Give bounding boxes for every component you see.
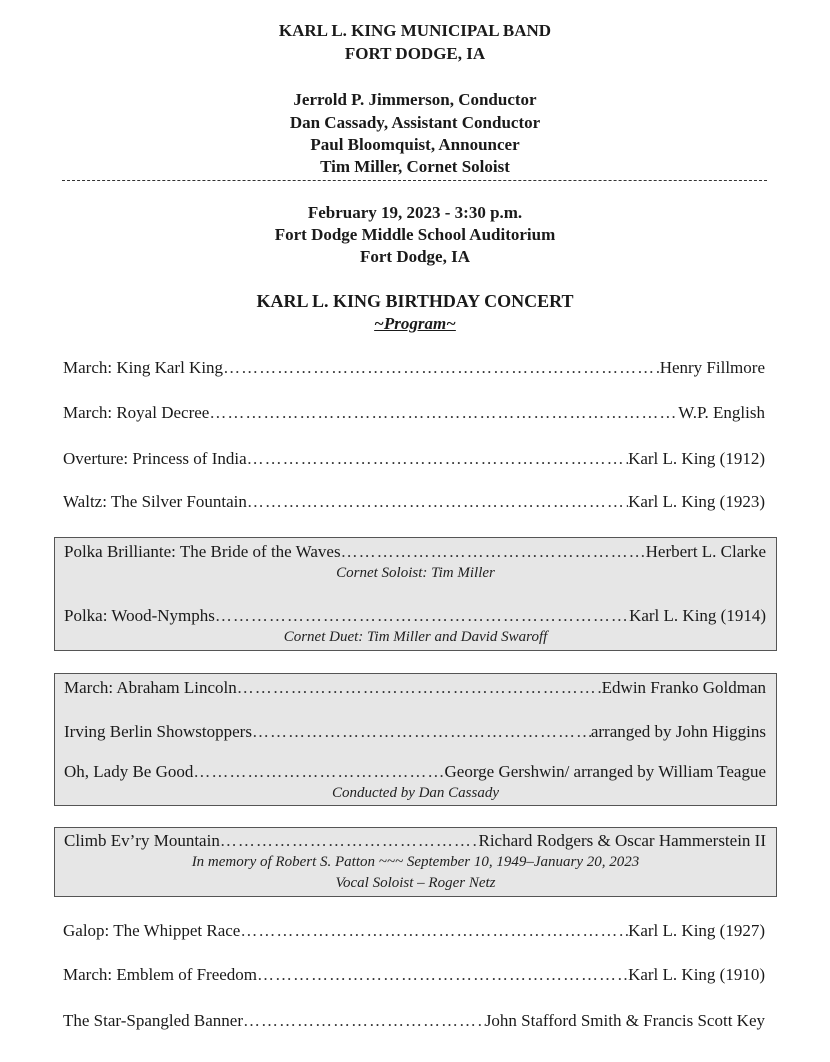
program-box-memorial xyxy=(54,827,777,897)
program-entry xyxy=(63,356,765,380)
program-entry xyxy=(63,401,765,425)
composer: Karl L. King (1910) xyxy=(628,965,765,984)
assistant-conductor-line: Dan Cassady, Assistant Conductor xyxy=(289,113,541,132)
event-venue: Fort Dodge Middle School Auditorium xyxy=(274,225,556,244)
soloist-note: Vocal Soloist – Roger Netz xyxy=(335,875,496,891)
composer: John Stafford Smith & Francis Scott Key xyxy=(484,1011,765,1030)
performer-note: Cornet Soloist: Tim Miller xyxy=(336,565,495,581)
memorial-note: In memory of Robert S. Patton ~~~ September 10, 1949–January 20, 2023 xyxy=(191,854,640,870)
event-date: February 19, 2023 - 3:30 p.m. xyxy=(307,203,523,222)
concert-title: KARL L. KING BIRTHDAY CONCERT xyxy=(256,291,574,311)
leader-dots xyxy=(220,829,479,853)
band-name: KARL L. KING MUNICIPAL BAND xyxy=(278,21,552,40)
leader-dots xyxy=(237,676,602,700)
event-city: Fort Dodge, IA xyxy=(359,247,470,266)
leader-dots xyxy=(243,1009,485,1033)
piece-title: Climb Ev’ry Mountain xyxy=(64,831,220,850)
program-entry xyxy=(63,490,765,514)
program-entry xyxy=(64,604,766,628)
leader-dots xyxy=(193,760,444,784)
announcer-line: Paul Bloomquist, Announcer xyxy=(310,135,520,154)
leader-dots xyxy=(257,963,628,987)
performer-note: Cornet Duet: Tim Miller and David Swaroff xyxy=(283,629,548,645)
leader-dots xyxy=(341,540,646,564)
composer: Karl L. King (1923) xyxy=(628,492,765,511)
program-entry xyxy=(64,676,766,700)
leader-dots xyxy=(252,720,591,744)
conductor-line: Jerrold P. Jimmerson, Conductor xyxy=(293,90,537,109)
program-box-polkas xyxy=(54,537,777,651)
leader-dots xyxy=(223,356,660,380)
composer: Karl L. King (1914) xyxy=(629,606,766,625)
program-entry xyxy=(63,963,765,987)
leader-dots xyxy=(247,490,628,514)
program-entry xyxy=(64,829,766,853)
composer: arranged by John Higgins xyxy=(590,722,766,741)
program-entry xyxy=(63,919,765,943)
piece-title: Galop: The Whippet Race xyxy=(63,921,241,940)
piece-title: Oh, Lady Be Good xyxy=(64,762,194,781)
leader-dots xyxy=(209,401,678,425)
composer: Henry Fillmore xyxy=(659,358,765,377)
composer: George Gershwin/ arranged by William Teague xyxy=(444,762,766,781)
soloist-line: Tim Miller, Cornet Soloist xyxy=(320,157,510,176)
composer: W.P. English xyxy=(678,403,765,422)
program-label: ~Program~ xyxy=(374,314,456,333)
composer: Karl L. King (1912) xyxy=(628,449,765,468)
piece-title: Polka: Wood-Nymphs xyxy=(64,606,215,625)
piece-title: The Star-Spangled Banner xyxy=(63,1011,243,1030)
composer: Herbert L. Clarke xyxy=(645,542,766,561)
composer: Edwin Franko Goldman xyxy=(601,678,766,697)
program-entry xyxy=(64,760,766,784)
program-entry xyxy=(63,447,765,471)
piece-title: March: Abraham Lincoln xyxy=(64,678,237,697)
piece-title: Overture: Princess of India xyxy=(63,449,247,468)
piece-title: Waltz: The Silver Fountain xyxy=(63,492,247,511)
leader-dots xyxy=(215,604,629,628)
piece-title: March: Emblem of Freedom xyxy=(63,965,258,984)
piece-title: March: King Karl King xyxy=(63,358,224,377)
program-entry xyxy=(64,720,766,744)
dashed-divider xyxy=(62,180,767,191)
program-box-assistant-conductor xyxy=(54,673,777,806)
band-location: FORT DODGE, IA xyxy=(344,44,486,63)
conductor-note: Conducted by Dan Cassady xyxy=(331,785,500,801)
composer: Karl L. King (1927) xyxy=(628,921,765,940)
program-entry xyxy=(63,1009,765,1033)
piece-title: Irving Berlin Showstoppers xyxy=(64,722,252,741)
leader-dots xyxy=(240,919,628,943)
program-entry xyxy=(64,540,766,564)
piece-title: March: Royal Decree xyxy=(63,403,210,422)
leader-dots xyxy=(247,447,628,471)
composer: Richard Rodgers & Oscar Hammerstein II xyxy=(478,831,766,850)
piece-title: Polka Brilliante: The Bride of the Waves xyxy=(64,542,341,561)
